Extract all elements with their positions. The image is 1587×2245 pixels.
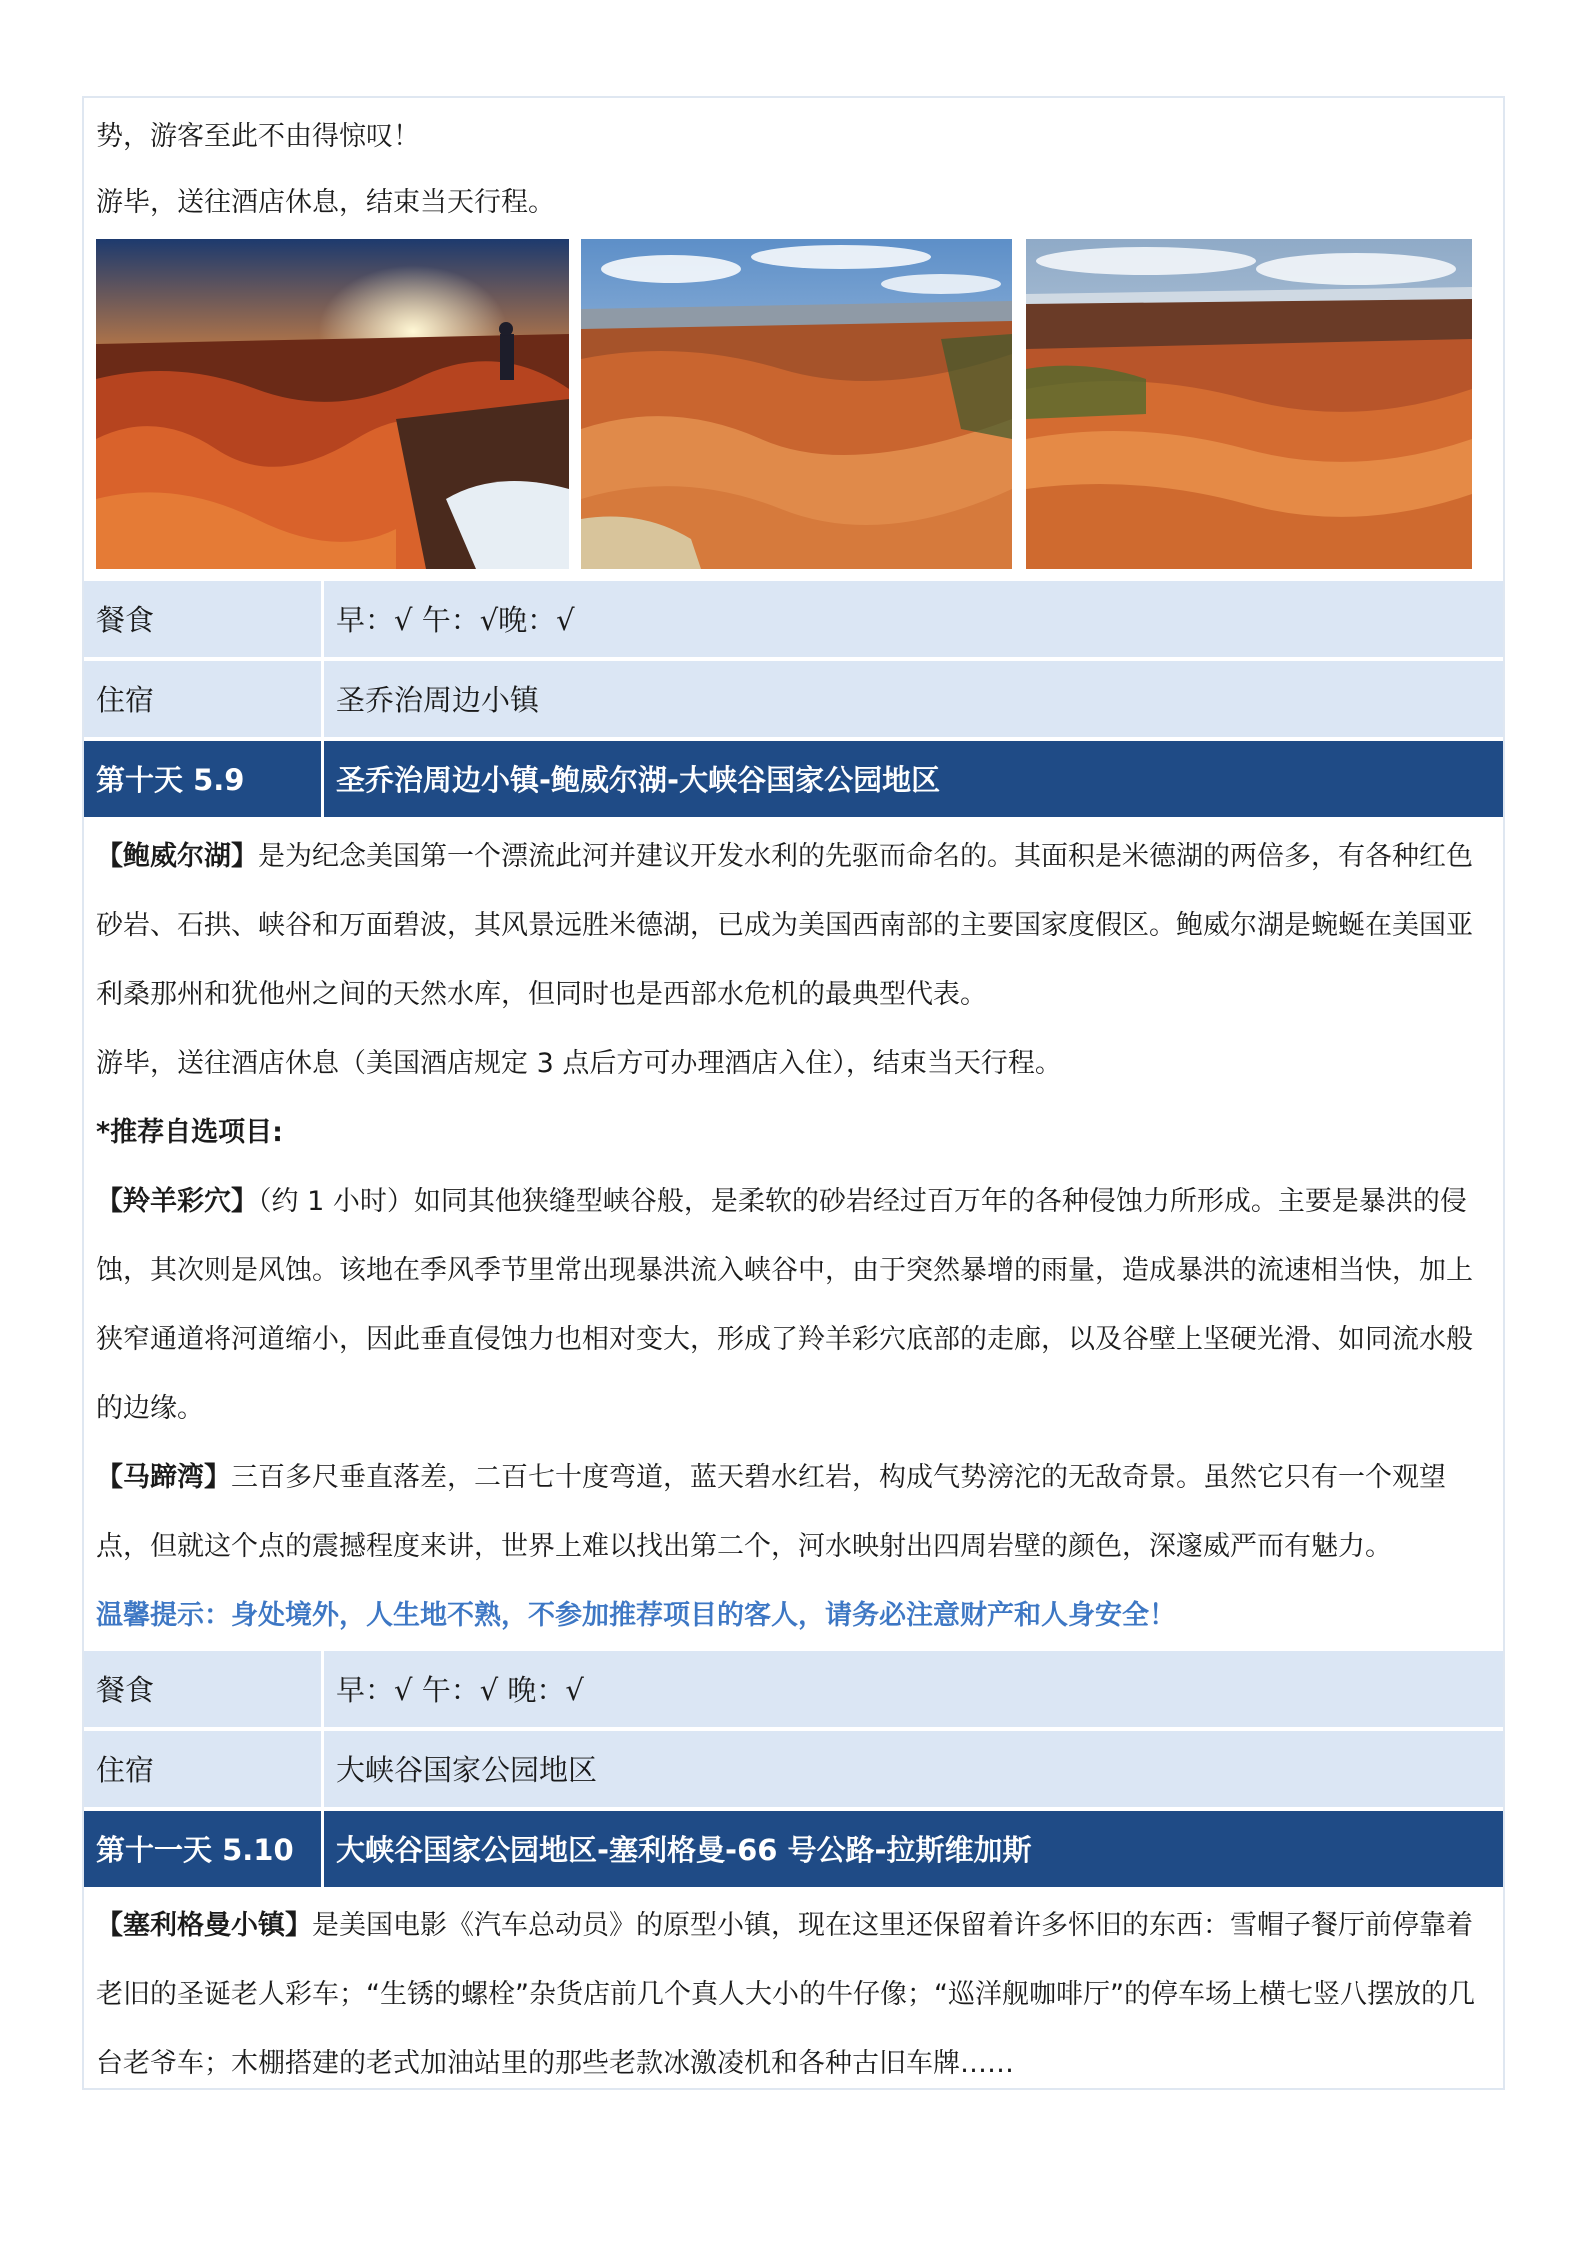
powell-lake-paragraph bbox=[96, 822, 1496, 1029]
meals-value: 早：√ 午：√ 晚：√ bbox=[336, 1673, 584, 1707]
day10-title-value: 圣乔治周边小镇-鲍威尔湖-大峡谷国家公园地区 bbox=[336, 763, 941, 797]
antelope-canyon-text: （约 1 小时）如同其他狭缝型峡谷般，是柔软的砂岩经过百万年的各种侵蚀力所形成。主要是暴洪的侵蚀，其次则是风蚀。该地在季风季节里常出现暴洪流入峡谷中，由于突然暴增的雨量，造成暴洪的流速相当快，加上狭窄通道将河道缩小，因此垂直侵蚀力也相对变大，形成了羚羊彩穴底部的走廊，以及谷壁上坚硬光滑、如同流水般的边缘。 bbox=[96, 1186, 1473, 1424]
horseshoe-bend-paragraph bbox=[96, 1443, 1496, 1581]
powell-lake-text: 是为纪念美国第一个漂流此河并建议开发水利的先驱而命名的。其面积是米德湖的两倍多，有各种红色砂岩、石拱、峡谷和万面碧波，其风景远胜米德湖，已成为美国西南部的主要国家度假区。鲍威尔湖是蜿蜒在美国亚利桑那州和犹他州之间的天然水库，但同时也是西部水危机的最典型代表。 bbox=[96, 841, 1473, 1010]
day9-stay-row bbox=[84, 661, 1503, 739]
day11-title-label: 第十一天 5.10 bbox=[96, 1833, 294, 1867]
stay-label: 住宿 bbox=[96, 1753, 155, 1787]
day11-title-value: 大峡谷国家公园地区-塞利格曼-66 号公路-拉斯维加斯 bbox=[336, 1833, 1032, 1867]
intro-line-1: 势，游客至此不由得惊叹！ bbox=[96, 121, 420, 152]
meals-label: 餐食 bbox=[96, 603, 155, 637]
powell-lake-heading: 【鲍威尔湖】 bbox=[96, 841, 258, 872]
day9-meals-row bbox=[84, 581, 1503, 659]
day10-title-label: 第十天 5.9 bbox=[96, 763, 245, 797]
seligman-text: 是美国电影《汽车总动员》的原型小镇，现在这里还保留着许多怀旧的东西：雪帽子餐厅前停靠着老旧的圣诞老人彩车；“生锈的螺栓”杂货店前几个真人大小的牛仔像；“巡洋舰咖啡厅”的停车场上横七竖八摆放的几台老爷车；木棚搭建的老式加油站里的那些老款冰激凌机和各种古旧车牌…… bbox=[96, 1910, 1475, 2079]
day10-hotel-paragraph: 游毕，送往酒店休息（美国酒店规定 3 点后方可办理酒店入住），结束当天行程。 bbox=[96, 1048, 1062, 1079]
hoodoos-photo bbox=[1026, 239, 1472, 569]
day10-stay-row bbox=[84, 1731, 1503, 1809]
antelope-canyon-heading: 【羚羊彩穴】 bbox=[96, 1186, 258, 1217]
stay-value: 圣乔治周边小镇 bbox=[336, 683, 540, 717]
seligman-paragraph bbox=[96, 1891, 1496, 2098]
horseshoe-bend-heading: 【马蹄湾】 bbox=[96, 1462, 231, 1493]
day10-meals-row bbox=[84, 1651, 1503, 1729]
intro-line-2: 游毕，送往酒店休息，结束当天行程。 bbox=[96, 187, 555, 218]
stay-value: 大峡谷国家公园地区 bbox=[336, 1753, 598, 1787]
amphitheater-photo bbox=[581, 239, 1012, 569]
meals-value: 早：√ 午：√晚：√ bbox=[336, 603, 575, 637]
day11-header-row bbox=[84, 1811, 1503, 1889]
optional-items-heading: *推荐自选项目: bbox=[96, 1117, 283, 1148]
safety-tip: 温馨提示：身处境外，人生地不熟，不参加推荐项目的客人，请务必注意财产和人身安全！ bbox=[96, 1600, 1176, 1631]
meals-label: 餐食 bbox=[96, 1673, 155, 1707]
sunrise-canyon-photo bbox=[96, 239, 569, 569]
horseshoe-bend-text: 三百多尺垂直落差，二百七十度弯道，蓝天碧水红岩，构成气势滂沱的无敌奇景。虽然它只有一个观望点，但就这个点的震撼程度来讲，世界上难以找出第二个，河水映射出四周岩壁的颜色，深邃威严而有魅力。 bbox=[96, 1462, 1446, 1562]
day10-header-row bbox=[84, 741, 1503, 819]
photo-strip bbox=[96, 239, 1496, 569]
itinerary-frame bbox=[82, 96, 1505, 2090]
seligman-heading: 【塞利格曼小镇】 bbox=[96, 1910, 312, 1941]
stay-label: 住宿 bbox=[96, 683, 155, 717]
antelope-canyon-paragraph bbox=[96, 1167, 1496, 1443]
